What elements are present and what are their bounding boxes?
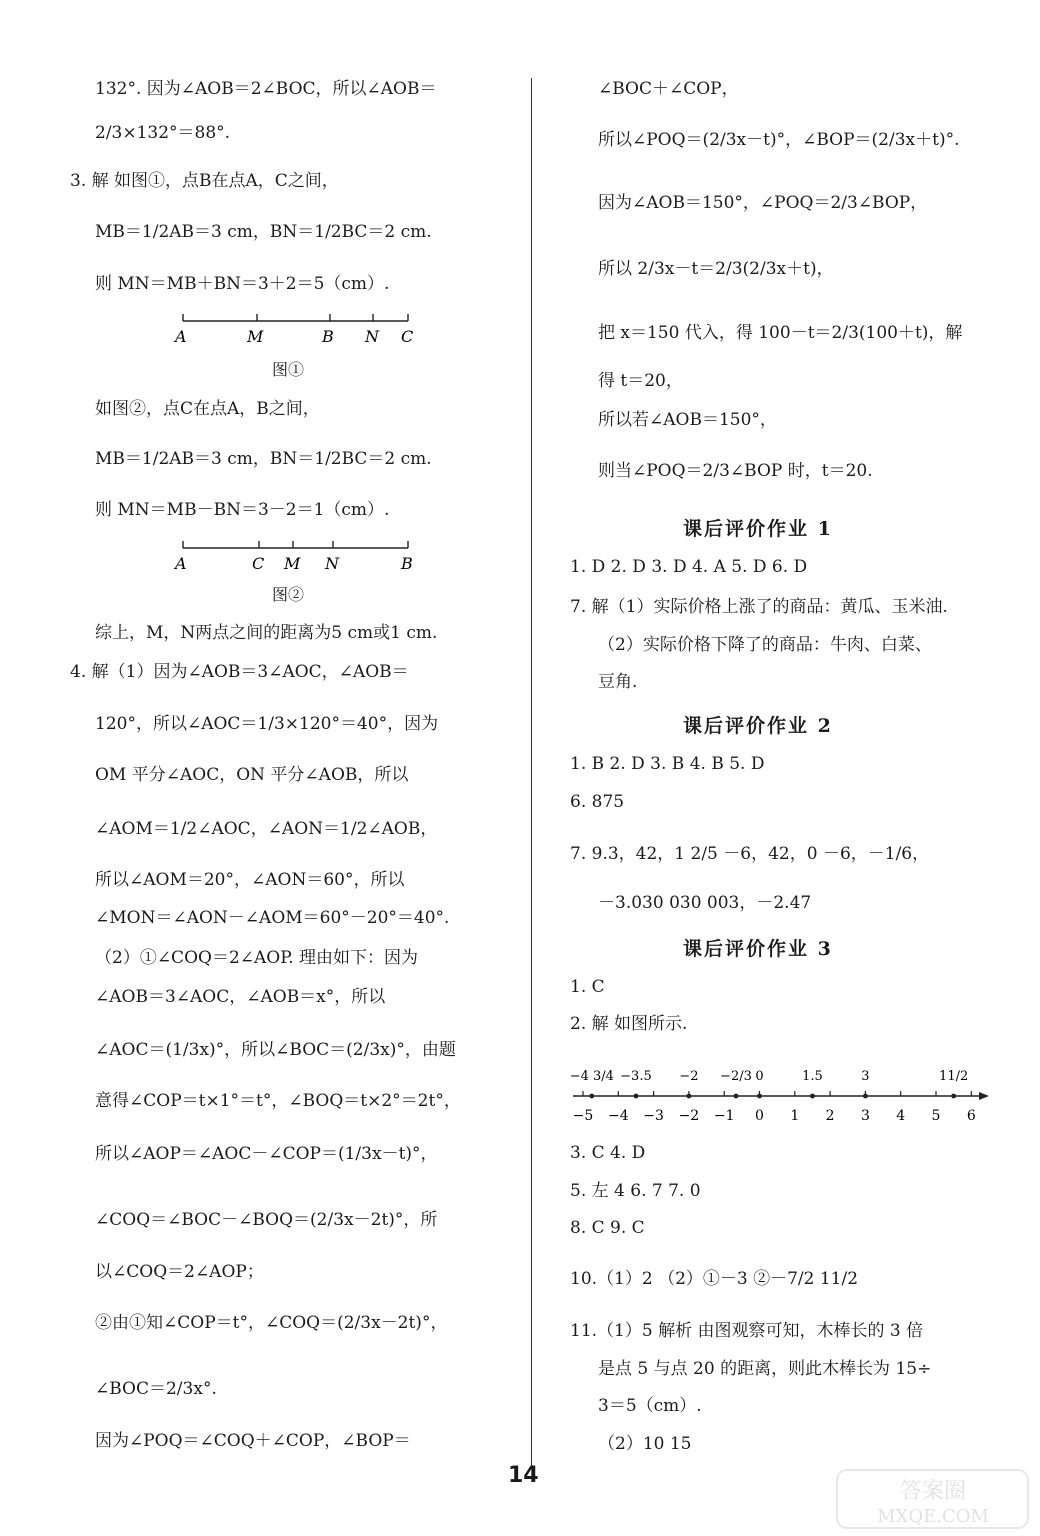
text-line: 1. C [570, 977, 605, 997]
text-line: 把 x＝150 代入，得 100－t＝2/3(100＋t)，解 [598, 323, 963, 343]
watermark-logo [835, 1468, 1030, 1530]
text-line: 则 MN＝MB－BN＝3－2＝1（cm）. [95, 500, 390, 520]
text-line: 是点 5 与点 20 的距离，则此木棒长为 15÷ [598, 1359, 932, 1379]
text-line: ∠COQ＝∠BOC－∠BOQ＝(2/3x－2t)°，所 [95, 1210, 438, 1230]
number-line-tick-label: −1 [713, 1108, 735, 1124]
column-divider [531, 78, 532, 1468]
problem-3-line: 3. 解 如图①，点B在点A，C之间， [70, 171, 339, 191]
text-line: ∠AOB＝3∠AOC，∠AOB＝x°，所以 [95, 987, 386, 1007]
text-line: （2）10 15 [598, 1434, 692, 1454]
text-line: （2）①∠COQ＝2∠AOP. 理由如下：因为 [95, 948, 419, 968]
number-line-point [589, 1094, 594, 1099]
text-line: 1. D 2. D 3. D 4. A 5. D 6. D [570, 557, 808, 577]
section-heading-2: 课后评价作业 2 [683, 715, 833, 737]
text-line: 所以 2/3x－t＝2/3(2/3x＋t)， [598, 259, 834, 279]
fig2-point-b: B [401, 554, 413, 573]
text-line: 豆角. [598, 672, 638, 692]
fig2-point-a: A [175, 554, 187, 573]
problem-4-line: 4. 解（1）因为∠AOB＝3∠AOC，∠AOB＝ [70, 662, 409, 682]
number-line-tick-label: −3 [643, 1108, 664, 1124]
section-heading-3: 课后评价作业 3 [683, 938, 833, 960]
number-line-tick-label: 5 [931, 1108, 941, 1124]
figure-2-segment [165, 537, 425, 577]
number-line-point-label: 0 [755, 1069, 764, 1084]
number-line-point-label: −3.5 [620, 1069, 652, 1084]
text-line: 则 MN＝MB＋BN＝3＋2＝5（cm）. [95, 274, 390, 294]
text-line: 意得∠COP＝t×1°＝t°，∠BOQ＝t×2°＝2t°， [95, 1091, 461, 1111]
text-line: 3. C 4. D [570, 1143, 646, 1163]
text-line: 8. C 9. C [570, 1218, 645, 1238]
text-line: 则当∠POQ＝2/3∠BOP 时，t＝20. [598, 461, 873, 481]
text-line: 所以∠POQ＝(2/3x－t)°，∠BOP＝(2/3x＋t)°. [598, 130, 960, 150]
text-line: 因为∠AOB＝150°，∠POQ＝2/3∠BOP， [598, 193, 928, 213]
number-line-tick-label: 0 [755, 1108, 764, 1124]
text-line: ②由①知∠COP＝t°，∠COQ＝(2/3x－2t)°， [95, 1313, 448, 1333]
fig1-point-n: N [365, 327, 379, 346]
number-line-point [687, 1094, 692, 1099]
text-line: ∠BOC＝2/3x°. [95, 1379, 217, 1399]
text-line: 5. 左 4 6. 7 7. 0 [570, 1181, 701, 1201]
text-line: ∠AOM＝1/2∠AOC，∠AON＝1/2∠AOB， [95, 819, 438, 839]
number-line-tick-label: −5 [572, 1108, 594, 1124]
number-line-tick-label: 1 [790, 1108, 800, 1124]
text-line: （2）实际价格下降了的商品：牛肉、白菜、 [598, 635, 932, 655]
text-line: 因为∠POQ＝∠COQ＋∠COP，∠BOP＝ [95, 1431, 411, 1451]
text-line: 132°. 因为∠AOB＝2∠BOC，所以∠AOB＝ [95, 79, 437, 99]
text-line: MB＝1/2AB＝3 cm，BN＝1/2BC＝2 cm. [95, 222, 432, 242]
text-line: 7. 解（1）实际价格上涨了的商品：黄瓜、玉米油. [570, 597, 948, 617]
text-line: 所以若∠AOB＝150°， [598, 410, 777, 430]
number-line-point [863, 1094, 868, 1099]
fig2-point-m: M [284, 554, 301, 573]
number-line-point-label: 11/2 [939, 1069, 969, 1084]
fig1-point-c: C [401, 327, 414, 346]
number-line-tick-label: −2 [678, 1108, 700, 1124]
number-line-point-label: −2 [679, 1069, 699, 1084]
text-line: OM 平分∠AOC，ON 平分∠AOB，所以 [95, 765, 409, 785]
fig1-point-m: M [247, 327, 264, 346]
number-line-tick-label: 4 [896, 1108, 906, 1124]
page-number: 14 [508, 1463, 539, 1488]
text-line: 3＝5（cm）. [598, 1396, 702, 1416]
svg-text:答案圈: 答案圈 [899, 1479, 967, 1504]
fig2-point-c: C [252, 554, 265, 573]
text-line: 所以∠AOP＝∠AOC－∠COP＝(1/3x－t)°， [95, 1144, 438, 1164]
number-line-point [951, 1094, 956, 1099]
svg-text:MXQE.COM: MXQE.COM [877, 1506, 989, 1527]
fig1-point-a: A [175, 327, 187, 346]
number-line-point-label: −4 3/4 [569, 1069, 614, 1084]
text-line: 如图②，点C在点A，B之间， [95, 399, 320, 419]
number-line-tick-label: −4 [607, 1108, 629, 1124]
number-line-tick-label: 2 [825, 1108, 835, 1124]
text-line: 120°，所以∠AOC＝1/3×120°＝40°，因为 [95, 714, 439, 734]
fig1-point-b: B [322, 327, 334, 346]
number-line-tick-label: 6 [966, 1108, 976, 1124]
figure-2-caption: 图② [272, 585, 305, 604]
text-line: 所以∠AOM＝20°，∠AON＝60°，所以 [95, 870, 405, 890]
text-line: 2/3×132°＝88°. [95, 123, 231, 143]
text-line: 得 t＝20， [598, 371, 683, 391]
text-line: －3.030 030 003，－2.47 [598, 893, 812, 913]
number-line-point-label: −2/3 [720, 1069, 752, 1084]
number-line-point [634, 1094, 639, 1099]
text-line: 1. B 2. D 3. B 4. B 5. D [570, 754, 765, 774]
text-line: 2. 解 如图所示. [570, 1014, 688, 1034]
number-line-point [757, 1094, 762, 1099]
number-line-point-label: 1.5 [802, 1069, 823, 1084]
number-line-point [734, 1094, 739, 1099]
text-line: 6. 875 [570, 792, 625, 812]
figure-1-segment [165, 310, 425, 350]
text-line: 综上，M，N两点之间的距离为5 cm或1 cm. [95, 623, 438, 643]
number-line-point [810, 1094, 815, 1099]
fig2-point-n: N [325, 554, 339, 573]
section-heading-1: 课后评价作业 1 [683, 518, 833, 540]
text-line: 以∠COQ＝2∠AOP； [95, 1262, 264, 1282]
text-line: ∠AOC＝(1/3x)°，所以∠BOC＝(2/3x)°，由题 [95, 1040, 456, 1060]
number-line-figure [565, 1050, 995, 1130]
text-line: ∠MON＝∠AON－∠AOM＝60°－20°＝40°. [95, 908, 450, 928]
text-line: 10.（1）2 （2）①－3 ②－7/2 11/2 [570, 1269, 859, 1289]
number-line-tick-label: 3 [860, 1108, 870, 1124]
text-line: 11.（1）5 解析 由图观察可知，木棒长的 3 倍 [570, 1321, 924, 1341]
text-line: ∠BOC＋∠COP， [598, 79, 739, 99]
text-line: 7. 9.3，42，1 2/5 －6，42，0 －6，－1/6， [570, 844, 930, 864]
number-line-point-label: 3 [861, 1069, 870, 1084]
figure-1-caption: 图① [272, 360, 305, 379]
text-line: MB＝1/2AB＝3 cm，BN＝1/2BC＝2 cm. [95, 449, 432, 469]
